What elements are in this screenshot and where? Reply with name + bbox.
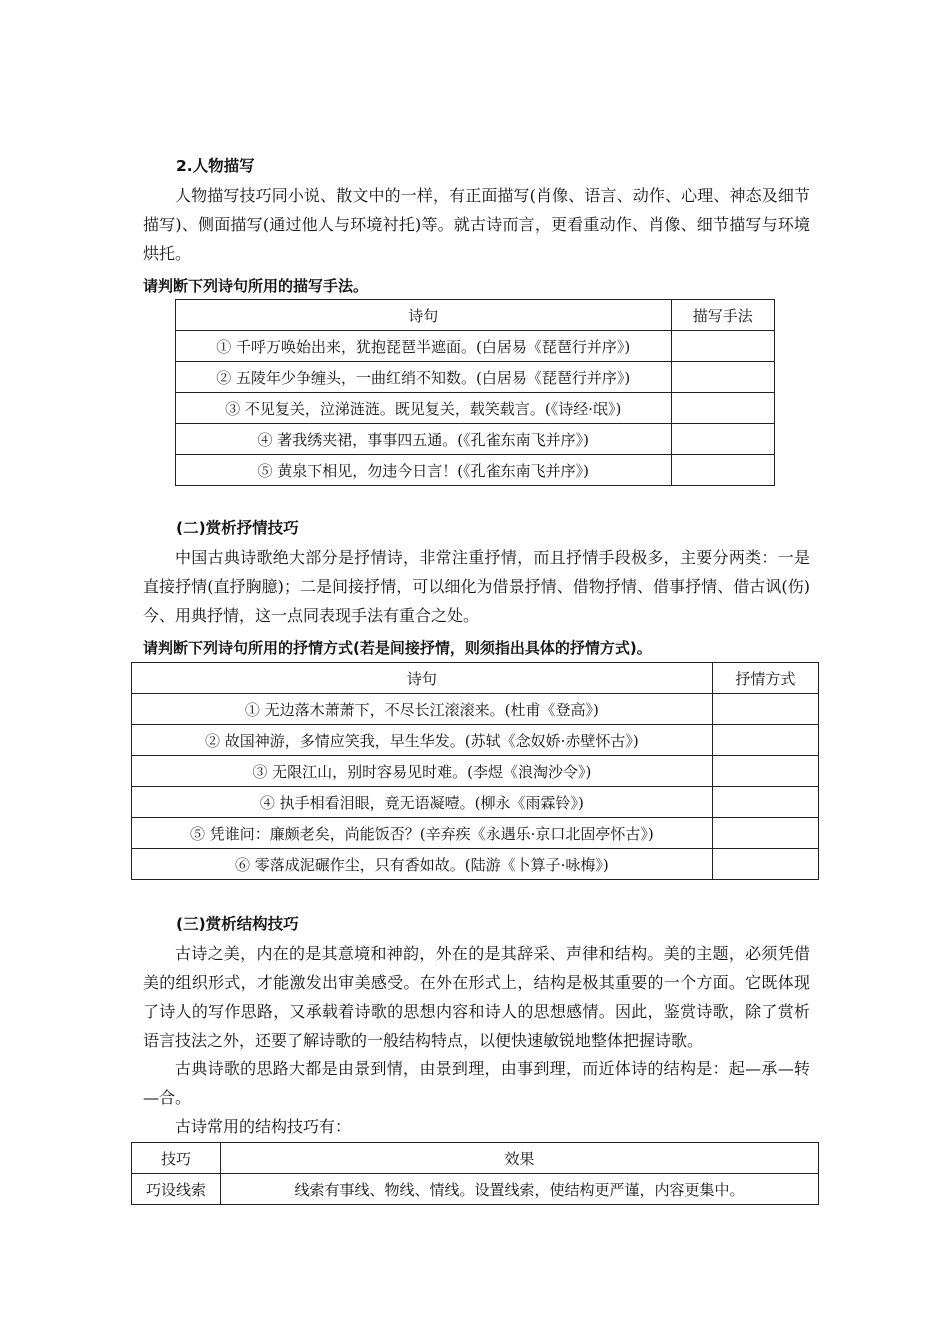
table-header-row (176, 300, 775, 331)
table-header-row (132, 663, 819, 694)
answer-cell[interactable] (671, 424, 774, 455)
table-row (176, 393, 775, 424)
table-header-row (132, 1143, 819, 1174)
paragraph-structure-3: 古诗常用的结构技巧有： (175, 1117, 352, 1136)
table-row (132, 818, 819, 849)
table-row (132, 1174, 819, 1205)
table-row (132, 694, 819, 725)
poem-cell: ③ 不见复关，泣涕涟涟。既见复关，载笑载言。(《诗经·氓》) (176, 393, 672, 424)
answer-cell[interactable] (712, 787, 818, 818)
lyric-table (131, 662, 819, 880)
table-row (132, 849, 819, 880)
answer-cell[interactable] (671, 393, 774, 424)
poem-cell: ④ 执手相看泪眼，竟无语凝噎。(柳永《雨霖铃》) (132, 787, 713, 818)
header-poem: 诗句 (176, 300, 672, 331)
table-row (132, 725, 819, 756)
header-method: 描写手法 (671, 300, 774, 331)
header-lyric-method: 抒情方式 (712, 663, 818, 694)
table-row (176, 331, 775, 362)
section-heading-character-description: 2.人物描写 (176, 157, 255, 175)
answer-cell[interactable] (671, 331, 774, 362)
header-effect: 效果 (221, 1143, 819, 1174)
effect-cell: 线索有事线、物线、情线。设置线索，使结构更严谨，内容更集中。 (221, 1174, 819, 1205)
description-table (175, 299, 775, 486)
table-row (176, 455, 775, 486)
answer-cell[interactable] (671, 362, 774, 393)
instruction-lyric: 请判断下列诗句所用的抒情方式(若是间接抒情，则须指出具体的抒情方式)。 (143, 639, 652, 657)
poem-cell: ④ 著我绣夹裙，事事四五通。(《孔雀东南飞并序》) (176, 424, 672, 455)
answer-cell[interactable] (712, 818, 818, 849)
header-technique: 技巧 (132, 1143, 221, 1174)
answer-cell[interactable] (712, 725, 818, 756)
paragraph-structure-2: 古典诗歌的思路大都是由景到情，由景到理，由事到理，而近体诗的结构是：起—承—转—合。 (143, 1059, 810, 1107)
answer-cell[interactable] (712, 849, 818, 880)
table-row (132, 787, 819, 818)
answer-cell[interactable] (712, 694, 818, 725)
section-heading-structure-techniques: (三)赏析结构技巧 (176, 915, 299, 933)
section-heading-lyric-techniques: (二)赏析抒情技巧 (176, 519, 299, 537)
answer-cell[interactable] (712, 756, 818, 787)
poem-cell: ⑤ 凭谁问：廉颇老矣，尚能饭否？(辛弃疾《永遇乐·京口北固亭怀古》) (132, 818, 713, 849)
paragraph-structure-1: 古诗之美，内在的是其意境和神韵，外在的是其辞采、声律和结构。美的主题，必须凭借美的组织形式，才能激发出审美感受。在外在形式上，结构是极其重要的一个方面。它既体现了诗人的写作思路，又承载着诗歌的思想内容和诗人的思想感情。因此，鉴赏诗歌，除了赏析语言技法之外，还要了解诗歌的一般结构特点，以便快速敏锐地整体把握诗歌。 (143, 944, 810, 1050)
poem-cell: ① 无边落木萧萧下，不尽长江滚滚来。(杜甫《登高》) (132, 694, 713, 725)
structure-table (131, 1142, 819, 1205)
paragraph-lyric-techniques: 中国古典诗歌绝大部分是抒情诗，非常注重抒情，而且抒情手段极多，主要分两类：一是直接抒情(直抒胸臆)；二是间接抒情，可以细化为借景抒情、借物抒情、借事抒情、借古讽(伤)今、用典抒情，这一点同表现手法有重合之处。 (143, 548, 810, 625)
poem-cell: ② 故国神游，多情应笑我，早生华发。(苏轼《念奴娇·赤壁怀古》) (132, 725, 713, 756)
table-row (176, 424, 775, 455)
answer-cell[interactable] (671, 455, 774, 486)
poem-cell: ① 千呼万唤始出来，犹抱琵琶半遮面。(白居易《琵琶行并序》) (176, 331, 672, 362)
poem-cell: ③ 无限江山，别时容易见时难。(李煜《浪淘沙令》) (132, 756, 713, 787)
table-row (176, 362, 775, 393)
instruction-description: 请判断下列诗句所用的描写手法。 (143, 277, 369, 295)
table-row (132, 756, 819, 787)
poem-cell: ⑤ 黄泉下相见，勿违今日言！(《孔雀东南飞并序》) (176, 455, 672, 486)
technique-cell: 巧设线索 (132, 1174, 221, 1205)
paragraph-character-description: 人物描写技巧同小说、散文中的一样，有正面描写(肖像、语言、动作、心理、神态及细节描写)、侧面描写(通过他人与环境衬托)等。就古诗而言，更看重动作、肖像、细节描写与环境烘托。 (143, 186, 810, 263)
poem-cell: ② 五陵年少争缠头，一曲红绡不知数。(白居易《琵琶行并序》) (176, 362, 672, 393)
header-poem: 诗句 (132, 663, 713, 694)
poem-cell: ⑥ 零落成泥碾作尘，只有香如故。(陆游《卜算子·咏梅》) (132, 849, 713, 880)
